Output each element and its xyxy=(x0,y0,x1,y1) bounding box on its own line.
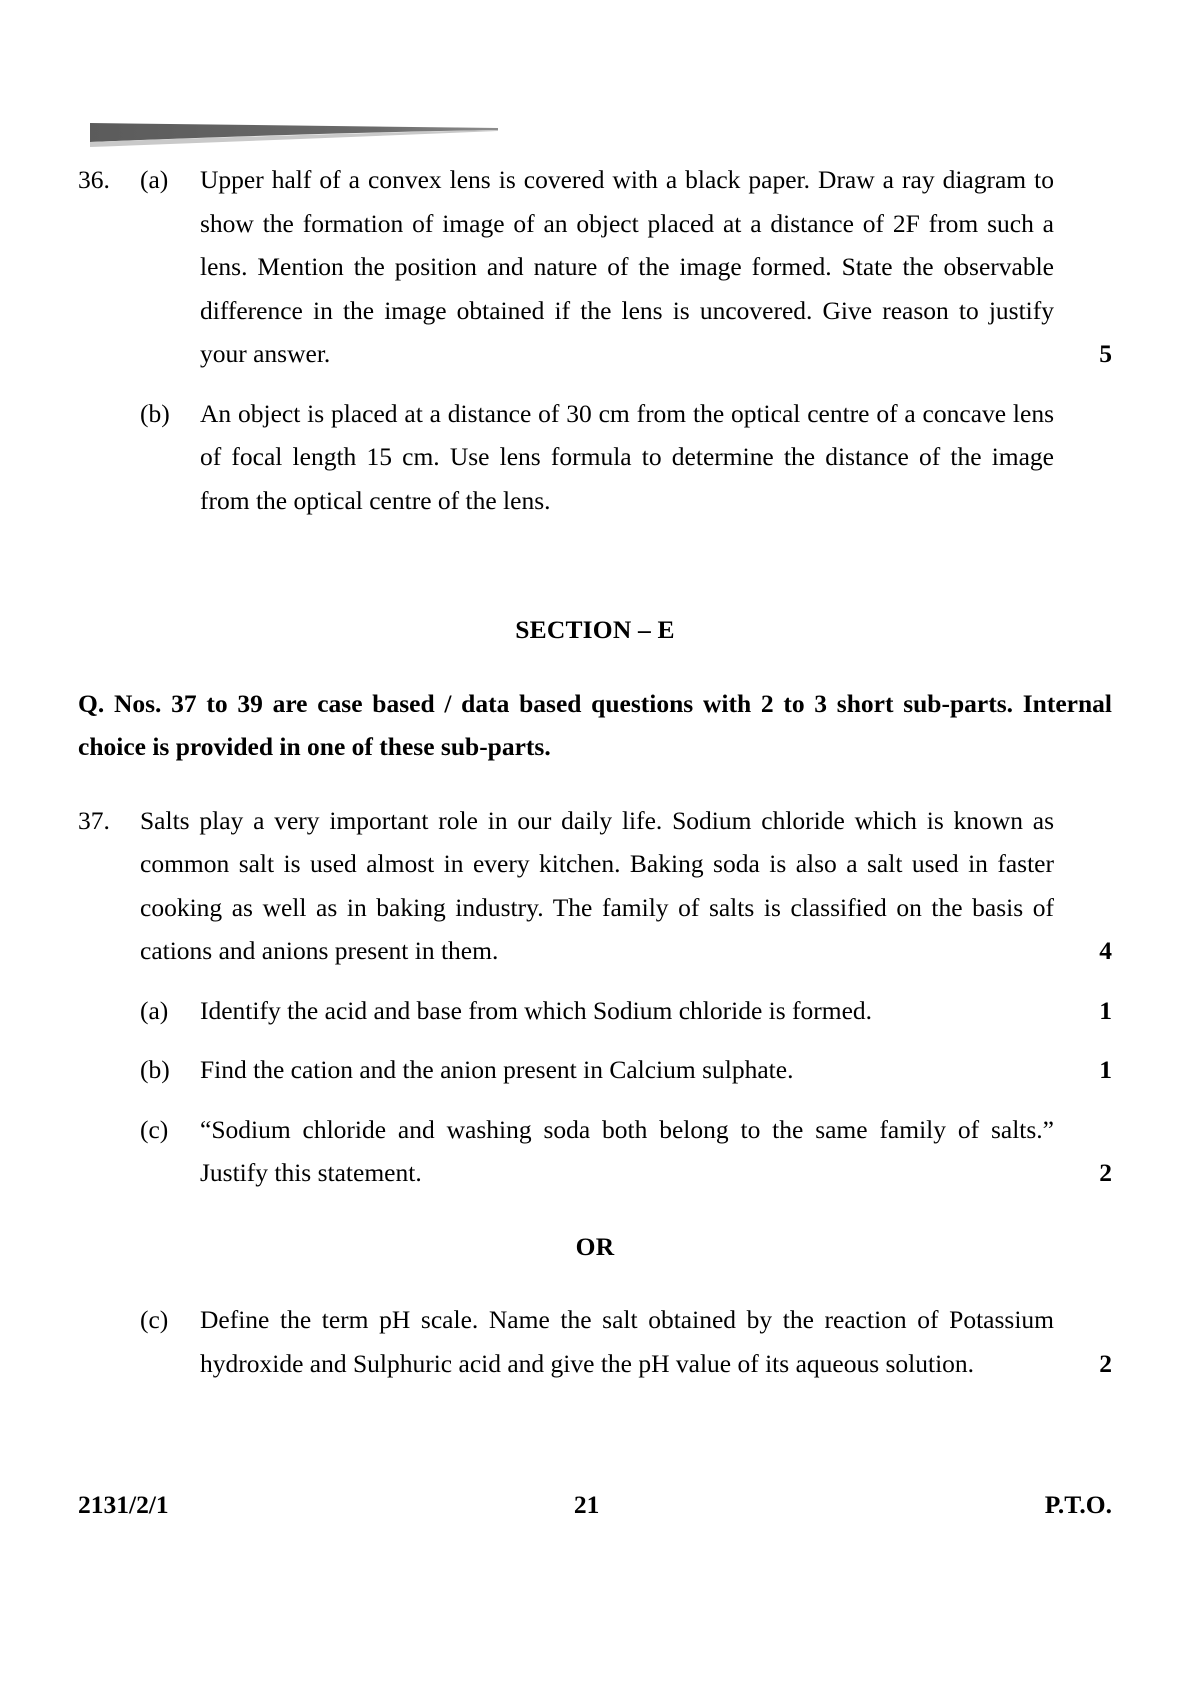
question-37-part-b xyxy=(78,1048,1112,1092)
question-36-part-b xyxy=(78,392,1112,523)
question-37-stem-text: Salts play a very important role in our daily life. Sodium chloride which is known as common salt is used almost in every kitchen. Baking soda is also a salt used in faster cooking as well as in baking industry. The family of salts is classified on the basis of cations and anions present in them. xyxy=(140,805,1054,965)
question-37c-text: “Sodium chloride and washing soda both belong to the same family of salts.” Justify this statement. xyxy=(200,1114,1054,1187)
spacer xyxy=(78,1032,1112,1048)
question-37a-marks: 1 xyxy=(1099,995,1112,1025)
paper-code: 2131/2/1 xyxy=(78,1490,169,1519)
page-footer xyxy=(78,1490,1112,1520)
turn-over-label: P.T.O. xyxy=(1044,1490,1112,1519)
or-divider: OR xyxy=(575,1231,615,1261)
section-instruction: Q. Nos. 37 to 39 are case based / data based questions with 2 to 3 short sub-parts. Internal choice is provided in one of these sub-parts. xyxy=(78,688,1112,761)
question-37b-marks: 1 xyxy=(1099,1055,1112,1084)
spacer xyxy=(78,578,1112,608)
part-label-a: (a) xyxy=(140,995,169,1025)
spacer xyxy=(78,522,1112,578)
question-36-part-a xyxy=(78,158,1112,376)
question-37-part-a xyxy=(78,989,1112,1033)
spacer xyxy=(78,1268,1112,1298)
spacer xyxy=(78,376,1112,392)
question-36a-marks: 5 xyxy=(1099,339,1112,368)
question-37-stem xyxy=(78,799,1112,973)
header-swoosh-decoration xyxy=(90,120,500,150)
spacer xyxy=(78,1092,1112,1108)
part-label-b: (b) xyxy=(140,1055,170,1084)
part-label-b: (b) xyxy=(140,398,170,428)
question-37-part-c xyxy=(78,1108,1112,1195)
part-label-c-alt: (c) xyxy=(140,1305,169,1334)
question-37c-marks: 2 xyxy=(1099,1158,1112,1187)
question-37a-text: Identify the acid and base from which Sodium chloride is formed. xyxy=(200,995,873,1025)
spacer xyxy=(78,973,1112,989)
question-37b-text: Find the cation and the anion present in Calcium sulphate. xyxy=(200,1055,794,1084)
question-content-column xyxy=(78,158,1112,1385)
spacer xyxy=(78,1195,1112,1225)
question-37-number: 37. xyxy=(78,805,110,835)
question-36-number: 36. xyxy=(78,165,110,194)
question-37c-alt-text: Define the term pH scale. Name the salt obtained by the reaction of Potassium hydroxide and Sulphuric acid and give the pH value of its aqueous solution. xyxy=(200,1305,1054,1378)
part-label-c: (c) xyxy=(140,1114,169,1144)
section-heading: SECTION – E xyxy=(515,615,675,644)
question-37-alternate-part-c xyxy=(78,1298,1112,1385)
question-37c-alt-marks: 2 xyxy=(1099,1348,1112,1378)
part-label-a: (a) xyxy=(140,165,169,194)
question-36b-text: An object is placed at a distance of 30 cm from the optical centre of a concave lens of focal length 15 cm. Use lens formula to determine the distance of the image from the optical centre of the lens. xyxy=(200,398,1054,515)
question-36a-text: Upper half of a convex lens is covered with a black paper. Draw a ray diagram to show the formation of image of an object placed at a distance of 2F from such a lens. Mention the position and nature of the image formed. State the observable difference in the image obtained if the lens is uncovered. Give reason to justify your answer. xyxy=(200,165,1054,368)
spacer xyxy=(78,769,1112,799)
question-37-stem-marks: 4 xyxy=(1099,936,1112,965)
spacer xyxy=(78,652,1112,682)
page-number: 21 xyxy=(573,1490,600,1519)
